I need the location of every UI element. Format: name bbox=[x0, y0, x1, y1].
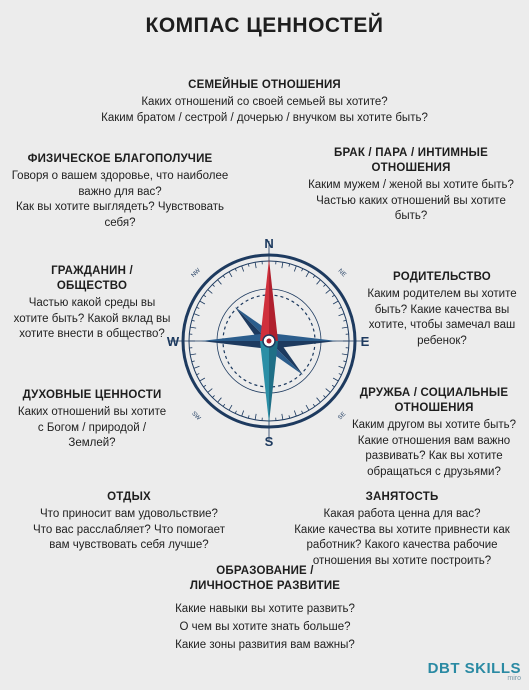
compass-tick bbox=[323, 395, 325, 397]
compass-tick bbox=[197, 307, 200, 308]
compass-tick bbox=[203, 385, 205, 387]
compass-tick bbox=[289, 415, 290, 418]
compass-tick bbox=[208, 389, 213, 393]
heading-line: ОТНОШЕНИЯ bbox=[394, 402, 474, 414]
compass-label-w: W bbox=[166, 334, 180, 349]
compass-tick bbox=[333, 301, 338, 304]
question-line: Землей? bbox=[68, 437, 116, 449]
question-line: хотите, чтобы замечал ваш bbox=[368, 319, 516, 331]
compass-tick bbox=[194, 366, 200, 368]
question-line: Какая работа ценна для вас? bbox=[323, 508, 481, 520]
compass-tick bbox=[223, 404, 225, 406]
section-leisure bbox=[0, 490, 258, 554]
compass-tick bbox=[302, 411, 303, 414]
compass-tick bbox=[289, 264, 290, 267]
question-line: вам чувствовать себя лучше? bbox=[49, 539, 209, 551]
section-leisure-heading: ОТДЫХ bbox=[107, 491, 151, 503]
heading-line: ЛИЧНОСТНОЕ РАЗВИТИЕ bbox=[189, 580, 341, 592]
page-title: КОМПАС ЦЕННОСТЕЙ bbox=[145, 14, 384, 37]
compass-label-n: N bbox=[264, 236, 274, 251]
question-line: Говоря о вашем здоровье, что наиболее bbox=[11, 170, 229, 182]
compass-tick bbox=[282, 414, 283, 420]
compass-north-needle bbox=[269, 259, 278, 341]
compass-tick bbox=[229, 272, 232, 277]
heading-line: БРАК / ПАРА / ИНТИМНЫЕ bbox=[333, 147, 489, 159]
compass-label-ne: NE bbox=[336, 268, 347, 279]
question-line: быть? Какие качества вы bbox=[374, 303, 510, 316]
compass-tick bbox=[302, 269, 303, 272]
section-citizen-heading bbox=[2, 264, 182, 294]
question-line: Каким братом / сестрой / дочерью / внучком вы хотите быть? bbox=[101, 111, 428, 124]
section-education-heading bbox=[120, 564, 410, 594]
compass-tick bbox=[326, 389, 331, 393]
compass-tick bbox=[235, 269, 236, 272]
question-line: Каким другом вы хотите быть? bbox=[351, 419, 517, 431]
heading-line: ОТНОШЕНИЯ bbox=[371, 162, 451, 174]
question-line: Какие качества вы хотите привнести как bbox=[294, 523, 510, 536]
compass-label-se: SE bbox=[337, 411, 348, 422]
compass-tick bbox=[218, 398, 222, 403]
compass-north-needle-shade bbox=[260, 259, 269, 341]
question-line: хотите быть? Какой вклад вы bbox=[13, 312, 171, 325]
question-line: Частью какой среды вы bbox=[28, 297, 156, 309]
compass-tick bbox=[323, 284, 325, 286]
brand-badge bbox=[428, 660, 521, 682]
compass-tick bbox=[194, 314, 200, 316]
compass-tick bbox=[332, 385, 334, 387]
section-spiritual bbox=[2, 388, 182, 452]
compass-rose-illustration bbox=[160, 232, 378, 450]
compass-tick bbox=[200, 378, 205, 381]
section-work-heading: ЗАНЯТОСТЬ bbox=[365, 491, 439, 503]
compass-tick bbox=[313, 275, 315, 277]
question-line: ребенок? bbox=[417, 334, 467, 347]
question-line: с Богом / природой / bbox=[37, 421, 147, 434]
compass-label-sw: SW bbox=[190, 410, 202, 422]
compass-tick bbox=[306, 272, 309, 277]
compass-south-needle-shade bbox=[260, 341, 269, 423]
compass-tick bbox=[242, 411, 244, 417]
question-line: Как вы хотите выглядеть? Чувствовать bbox=[15, 201, 225, 213]
compass-tick bbox=[212, 395, 214, 397]
question-line: Каким родителем вы хотите bbox=[367, 288, 517, 300]
compass-tick bbox=[197, 374, 200, 375]
section-health bbox=[4, 152, 236, 231]
section-parent bbox=[356, 270, 528, 349]
question-line: Что приносит вам удовольствие? bbox=[40, 508, 218, 520]
compass-tick bbox=[190, 327, 196, 328]
question-line: О чем вы хотите знать больше? bbox=[179, 621, 351, 633]
section-citizen-text bbox=[2, 296, 182, 343]
question-line: развивать? Как вы хотите bbox=[365, 450, 503, 462]
compass-tick bbox=[192, 320, 195, 321]
compass-tick bbox=[203, 295, 205, 297]
section-spiritual-heading: ДУХОВНЫЕ ЦЕННОСТИ bbox=[22, 389, 162, 401]
compass-tick bbox=[317, 398, 321, 403]
section-leisure-text bbox=[0, 507, 258, 554]
question-line: быть? bbox=[394, 210, 428, 222]
compass-tick bbox=[343, 320, 346, 321]
compass-label-e: E bbox=[360, 334, 370, 349]
compass-tick bbox=[255, 262, 256, 268]
section-parent-text bbox=[356, 287, 528, 349]
compass-tick bbox=[190, 354, 196, 355]
brand-sub: miro bbox=[507, 675, 521, 682]
compass-south-needle bbox=[269, 341, 278, 423]
compass-tick bbox=[223, 275, 225, 277]
section-work-text bbox=[276, 507, 528, 569]
question-line: Каким мужем / женой вы хотите быть? bbox=[308, 179, 514, 191]
compass-tick bbox=[218, 280, 222, 285]
section-education-text bbox=[120, 600, 410, 654]
compass-tick bbox=[212, 284, 214, 286]
compass-tick bbox=[248, 415, 249, 418]
brand-logo: DBT SKILLS bbox=[427, 660, 521, 677]
question-line: Какие навыки вы хотите развить? bbox=[175, 603, 355, 615]
question-line: Частью каких отношений вы хотите bbox=[316, 194, 506, 207]
heading-line: ОБРАЗОВАНИЕ / bbox=[216, 565, 314, 577]
compass-tick bbox=[242, 266, 244, 272]
compass-tick bbox=[339, 314, 345, 316]
section-health-heading: ФИЗИЧЕСКОЕ БЛАГОПОЛУЧИЕ bbox=[27, 153, 213, 165]
question-line: работник? Какого качества рабочие bbox=[306, 539, 498, 551]
question-line: важно для вас? bbox=[78, 185, 162, 198]
compass-tick bbox=[339, 366, 345, 368]
heading-line: ОБЩЕСТВО bbox=[56, 280, 128, 292]
section-work bbox=[276, 490, 528, 569]
compass-tick bbox=[192, 361, 195, 362]
compass-label-s: S bbox=[264, 434, 274, 449]
compass-tick bbox=[332, 295, 334, 297]
section-education bbox=[120, 564, 410, 654]
question-line: Каких отношений со своей семьей вы хотите? bbox=[141, 96, 388, 108]
compass-tick bbox=[313, 404, 315, 406]
question-line: Каких отношений вы хотите bbox=[17, 406, 167, 418]
section-family bbox=[60, 78, 469, 126]
compass-center-dot bbox=[267, 339, 272, 344]
compass-tick bbox=[294, 266, 296, 272]
compass-label-nw: NW bbox=[190, 267, 202, 279]
compass-tick bbox=[282, 262, 283, 268]
section-family-text bbox=[60, 95, 469, 126]
compass-tick bbox=[200, 301, 205, 304]
compass-tick bbox=[343, 361, 346, 362]
compass-tick bbox=[339, 307, 342, 308]
section-spiritual-text bbox=[2, 405, 182, 452]
section-parent-heading: РОДИТЕЛЬСТВО bbox=[393, 271, 491, 283]
compass-tick bbox=[317, 280, 321, 285]
compass-tick bbox=[342, 354, 348, 355]
heading-line: ДРУЖБА / СОЦИАЛЬНЫЕ bbox=[359, 387, 509, 399]
section-family-heading: СЕМЕЙНЫЕ ОТНОШЕНИЯ bbox=[188, 79, 341, 91]
section-marriage bbox=[300, 146, 522, 225]
compass-tick bbox=[235, 411, 236, 414]
compass-tick bbox=[208, 290, 213, 294]
question-line: Что вас расслабляет? Что помогает bbox=[33, 523, 225, 536]
compass-tick bbox=[339, 374, 342, 375]
compass-tick bbox=[326, 290, 331, 294]
compass-tick bbox=[294, 411, 296, 417]
compass-tick bbox=[342, 327, 348, 328]
question-line: отношения вы хотите построить? bbox=[312, 554, 492, 567]
compass-tick bbox=[248, 264, 249, 267]
compass-tick bbox=[255, 414, 256, 420]
compass-tick bbox=[229, 405, 232, 410]
section-health-text bbox=[4, 169, 236, 231]
section-marriage-text bbox=[300, 178, 522, 225]
compass-tick bbox=[306, 405, 309, 410]
question-line: Какие отношения вам важно bbox=[357, 434, 511, 447]
question-line: обращаться с друзьями? bbox=[367, 465, 501, 478]
section-citizen bbox=[2, 264, 182, 343]
compass-tick bbox=[333, 378, 338, 381]
question-line: Какие зоны развития вам важны? bbox=[175, 639, 355, 651]
question-line: себя? bbox=[104, 216, 136, 229]
section-marriage-heading bbox=[300, 146, 522, 176]
question-line: хотите внести в общество? bbox=[19, 328, 165, 340]
heading-line: ГРАЖДАНИН / bbox=[51, 265, 133, 277]
